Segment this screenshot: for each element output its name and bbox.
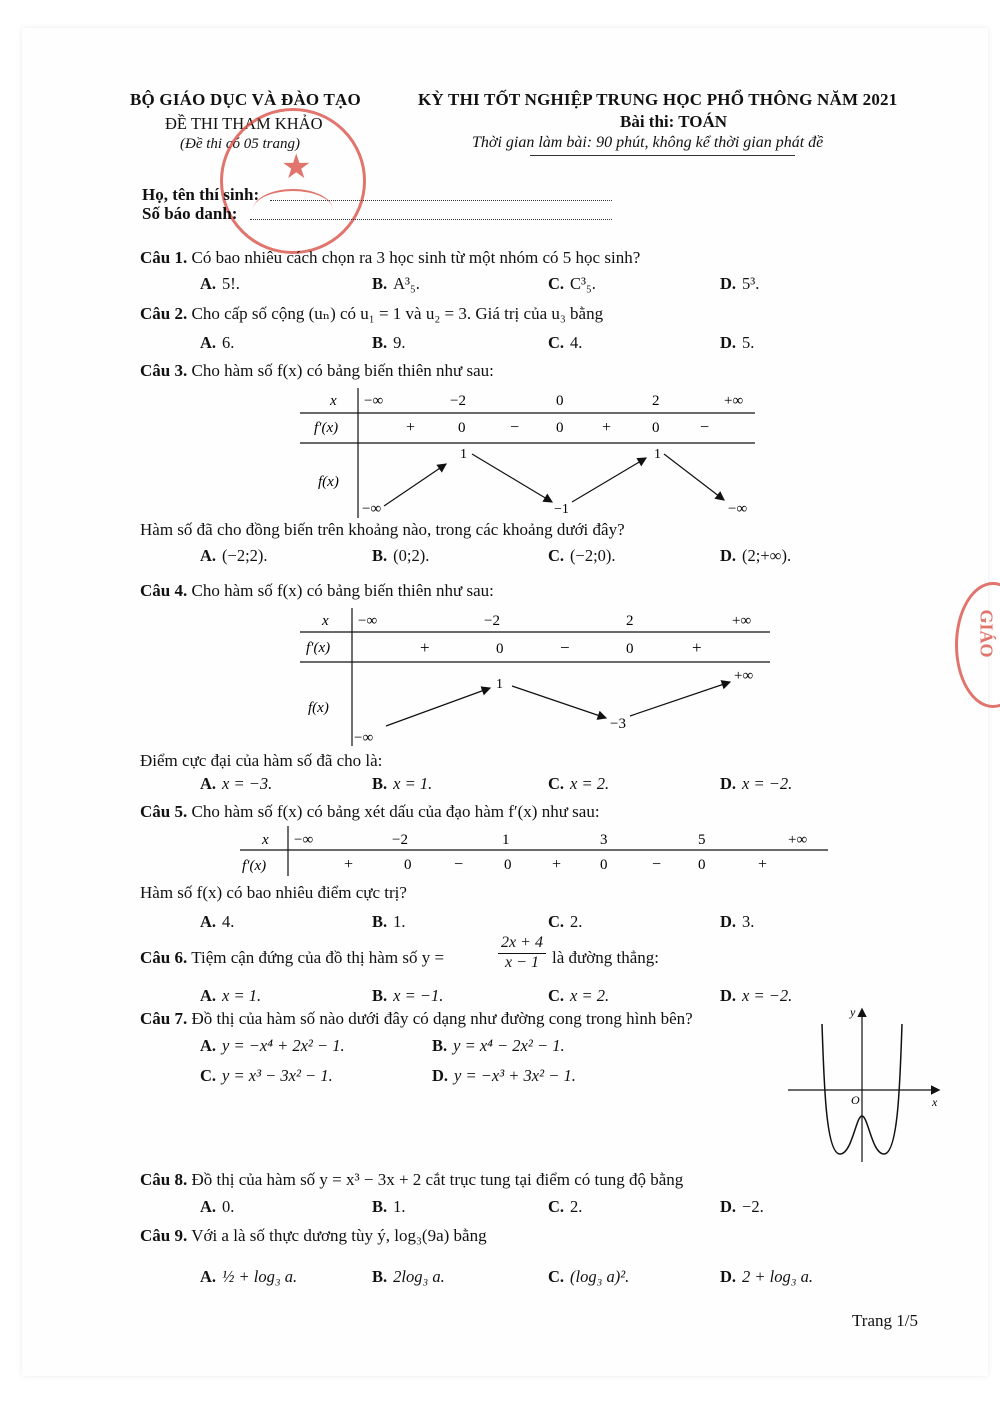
q5-sign-table: [240, 826, 830, 878]
q3-x-0: −∞: [364, 393, 384, 409]
q3-question-text: Hàm số đã cho đồng biến trên khoảng nào, trong các khoảng dưới đây?: [140, 520, 625, 539]
question-3: Câu 3. Cho hàm số f(x) có bảng biến thiên như sau:: [140, 361, 494, 380]
q4-sign-3: 0: [626, 641, 634, 657]
q3-option-d[interactable]: D. (2;+∞).: [720, 546, 792, 565]
q4-x-1: −2: [484, 613, 500, 629]
q4-option-a[interactable]: A. x = −3.: [200, 774, 273, 793]
subject: Bài thi: TOÁN: [620, 112, 728, 131]
q4-sign-1: 0: [496, 641, 504, 657]
q4-f-2: −3: [610, 716, 626, 732]
q5-sign-7: 0: [698, 857, 706, 873]
q4-x-label: x: [322, 613, 329, 629]
q3-option-b[interactable]: B. (0;2).: [372, 546, 430, 565]
candidate-name-field[interactable]: [270, 183, 612, 201]
q3-variation-table: [300, 388, 770, 520]
q3-fp-label: f′(x): [314, 420, 339, 436]
q5-sign-6: −: [652, 856, 662, 873]
q3-f-3: 1: [654, 447, 661, 462]
q3-x-2: 0: [556, 393, 564, 409]
page-edge-seal: GIÁO: [955, 582, 1000, 708]
graph-y-label: y: [850, 1005, 856, 1019]
time-note: Thời gian làm bài: 90 phút, không kể thời gian phát đề: [472, 134, 824, 151]
exam-title: KỲ THI TỐT NGHIỆP TRUNG HỌC PHỔ THÔNG NĂM 2021: [418, 90, 898, 109]
graph-x-label: x: [932, 1095, 938, 1109]
q5-sign-2: −: [454, 856, 464, 873]
question-1: Câu 1. Có bao nhiêu cách chọn ra 3 học sinh từ một nhóm có 5 học sinh?: [140, 248, 641, 267]
star-icon: ★: [281, 149, 312, 186]
q8-option-d[interactable]: D. −2.: [720, 1197, 764, 1216]
q3-x-label: x: [330, 393, 337, 409]
question-5: Câu 5. Cho hàm số f(x) có bảng xét dấu của đạo hàm f′(x) như sau:: [140, 802, 600, 821]
graph-origin-label: O: [851, 1093, 860, 1107]
q5-x-label: x: [262, 832, 269, 848]
q5-sign-3: 0: [504, 857, 512, 873]
q3-sign-3: 0: [556, 420, 564, 436]
q1-option-a[interactable]: A. 5!.: [200, 274, 240, 293]
page-number: Trang 1/5: [852, 1311, 918, 1330]
q8-option-c[interactable]: C. 2.: [548, 1197, 583, 1216]
q4-x-3: +∞: [732, 613, 752, 629]
q5-question-text: Hàm số f(x) có bao nhiêu điểm cực trị?: [140, 883, 407, 902]
q6-option-a[interactable]: A. x = 1.: [200, 986, 262, 1005]
q5-x-2: 1: [502, 832, 510, 848]
q4-f-label: f(x): [308, 700, 329, 716]
question-7: Câu 7. Đồ thị của hàm số nào dưới đây có dạng như đường cong trong hình bên?: [140, 1009, 693, 1028]
q7-option-b[interactable]: B. y = x⁴ − 2x² − 1.: [432, 1036, 565, 1055]
question-8: Câu 8. Đồ thị của hàm số y = x³ − 3x + 2 cắt trục tung tại điểm có tung độ bằng: [140, 1170, 684, 1189]
q4-option-d[interactable]: D. x = −2.: [720, 774, 793, 793]
question-2: Câu 2. Cho cấp số cộng (uₙ) có u₁ = 1 và u₂ = 3. Giá trị của u₃ bằng: [140, 304, 604, 323]
q6-option-d[interactable]: D. x = −2.: [720, 986, 793, 1005]
q5-sign-4: +: [552, 856, 562, 873]
q1-option-b[interactable]: B. A³₅.: [372, 274, 420, 293]
q4-sign-0: +: [420, 638, 430, 657]
q8-option-a[interactable]: A. 0.: [200, 1197, 235, 1216]
q3-sign-5: 0: [652, 420, 660, 436]
q4-option-b[interactable]: B. x = 1.: [372, 774, 433, 793]
q4-option-c[interactable]: C. x = 2.: [548, 774, 610, 793]
q2-option-b[interactable]: B. 9.: [372, 333, 406, 352]
candidate-id-label: Số báo danh:: [142, 204, 238, 223]
q6-option-b[interactable]: B. x = −1.: [372, 986, 444, 1005]
q7-option-a[interactable]: A. y = −x⁴ + 2x² − 1.: [200, 1036, 345, 1055]
q3-sign-6: −: [700, 419, 710, 436]
q5-option-b[interactable]: B. 1.: [372, 912, 406, 931]
question-6: Câu 6. Tiệm cận đứng của đồ thị hàm số y =: [140, 948, 445, 967]
q8-option-b[interactable]: B. 1.: [372, 1197, 406, 1216]
q4-sign-4: +: [692, 638, 702, 657]
q2-option-c[interactable]: C. 4.: [548, 333, 583, 352]
q9-option-c[interactable]: C. (log₃ a)².: [548, 1267, 630, 1286]
q1-option-c[interactable]: C. C³₅.: [548, 274, 596, 293]
q2-option-a[interactable]: A. 6.: [200, 333, 235, 352]
q3-f-0: −∞: [362, 501, 382, 517]
q5-sign-1: 0: [404, 857, 412, 873]
q5-x-5: +∞: [788, 832, 808, 848]
q5-fp-label: f′(x): [242, 858, 267, 874]
q5-sign-5: 0: [600, 857, 608, 873]
q4-variation-table: [300, 608, 776, 748]
q3-option-c[interactable]: C. (−2;0).: [548, 546, 616, 565]
q7-curve-graph: [788, 1004, 948, 1164]
question-9: Câu 9. Với a là số thực dương tùy ý, log₃(9a) bằng: [140, 1226, 487, 1245]
q5-x-0: −∞: [294, 832, 314, 848]
ministry-name: BỘ GIÁO DỤC VÀ ĐÀO TẠO: [130, 90, 361, 109]
q9-option-d[interactable]: D. 2 + log₃ a.: [720, 1267, 814, 1286]
official-seal: [220, 108, 366, 254]
q5-x-4: 5: [698, 832, 706, 848]
q6-text-post: là đường thẳng:: [552, 948, 659, 967]
q4-x-2: 2: [626, 613, 634, 629]
q4-f-3: +∞: [734, 668, 754, 684]
q5-sign-0: +: [344, 856, 354, 873]
q5-sign-8: +: [758, 856, 768, 873]
q4-x-0: −∞: [358, 613, 378, 629]
q3-x-3: 2: [652, 393, 660, 409]
q5-x-1: −2: [392, 832, 408, 848]
q5-option-d[interactable]: D. 3.: [720, 912, 755, 931]
q4-f-1: 1: [496, 677, 503, 692]
q3-f-1: 1: [460, 447, 467, 462]
q5-x-3: 3: [600, 832, 608, 848]
pages-note: (Đề thi có 05 trang): [180, 136, 300, 152]
q5-option-c[interactable]: C. 2.: [548, 912, 583, 931]
q7-option-d[interactable]: D. y = −x³ + 3x² − 1.: [432, 1066, 576, 1085]
q1-option-d[interactable]: D. 5³.: [720, 274, 760, 293]
q4-fp-label: f′(x): [306, 640, 331, 656]
q9-option-b[interactable]: B. 2log₃ a.: [372, 1267, 445, 1286]
q5-option-a[interactable]: A. 4.: [200, 912, 235, 931]
q4-f-0: −∞: [354, 730, 374, 746]
q3-x-4: +∞: [724, 393, 744, 409]
question-4: Câu 4. Cho hàm số f(x) có bảng biến thiên như sau:: [140, 581, 494, 600]
q4-sign-2: −: [560, 638, 570, 657]
q4-question-text: Điểm cực đại của hàm số đã cho là:: [140, 751, 383, 770]
q3-sign-2: −: [510, 419, 520, 436]
q6-fraction: 2x + 4 x − 1: [498, 934, 546, 972]
candidate-name-label: Họ, tên thí sinh:: [142, 185, 260, 204]
q7-option-c[interactable]: C. y = x³ − 3x² − 1.: [200, 1066, 333, 1085]
q3-sign-1: 0: [458, 420, 466, 436]
q2-option-d[interactable]: D. 5.: [720, 333, 755, 352]
title-underline: [530, 155, 795, 156]
candidate-id-field[interactable]: [250, 202, 612, 220]
q3-f-2: −1: [554, 502, 569, 517]
q3-sign-0: +: [406, 419, 416, 436]
q3-option-a[interactable]: A. (−2;2).: [200, 546, 268, 565]
q9-option-a[interactable]: A. ½ + log₃ a.: [200, 1267, 298, 1286]
q3-f-4: −∞: [728, 501, 748, 517]
q3-f-label: f(x): [318, 474, 339, 490]
q6-option-c[interactable]: C. x = 2.: [548, 986, 610, 1005]
exam-type: ĐỀ THI THAM KHẢO: [165, 114, 323, 133]
q3-x-1: −2: [450, 393, 466, 409]
q3-sign-4: +: [602, 419, 612, 436]
